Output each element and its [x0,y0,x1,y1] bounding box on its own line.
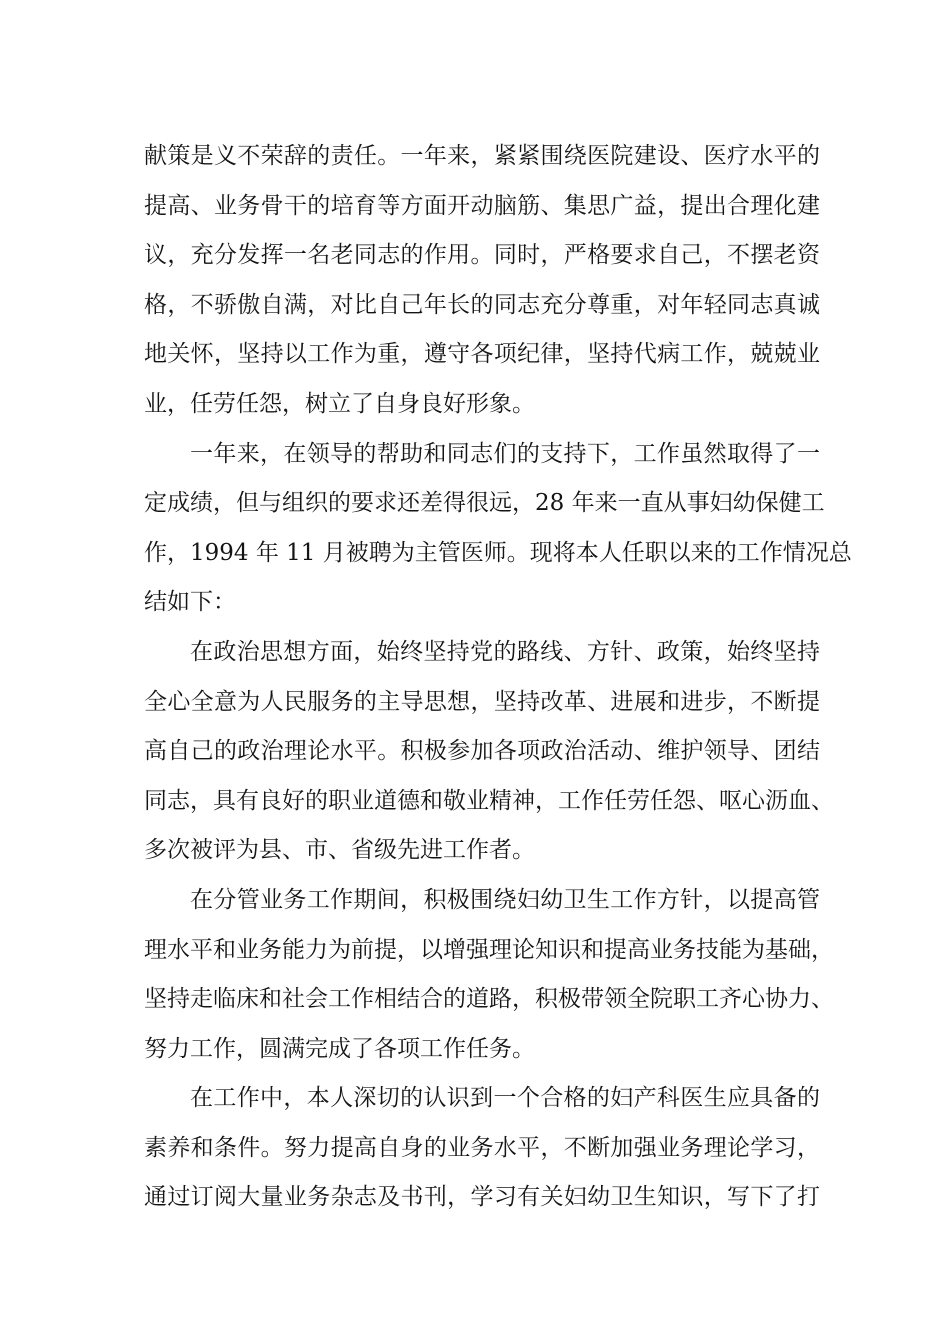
text-line: 献策是义不荣辞的责任。一年来，紧紧围绕医院建设、医疗水平的 [144,143,820,169]
text-line: 地关怀，坚持以工作为重，遵守各项纪律，坚持代病工作，兢兢业 [144,341,820,368]
text-line: 格，不骄傲自满，对比自己年长的同志充分尊重，对年轻同志真诚 [144,291,820,318]
text-line: 定成绩，但与组织的要求还差得很远，28 年来一直从事妇幼保健工 [144,490,825,517]
text-line: 通过订阅大量业务杂志及书刊，学习有关妇幼卫生知识，写下了打 [144,1184,820,1211]
text-line: 全心全意为人民服务的主导思想，坚持改革、进展和进步，不断提 [144,688,820,715]
text-line: 作，1994 年 11 月被聘为主管医师。现将本人任职以来的工作情况总 [144,539,852,566]
text-line: 提高、业务骨干的培育等方面开动脑筋、集思广益，提出合理化建 [144,192,820,219]
text-line: 业，任劳任怨，树立了自身良好形象。 [144,390,535,417]
text-line: 理水平和业务能力为前提，以增强理论知识和提高业务技能为基础， [144,936,834,963]
text-line: 在分管业务工作期间，积极围绕妇幼卫生工作方针，以提高管 [190,886,820,913]
document-body-text [144,132,852,1223]
text-line: 努力工作，圆满完成了各项工作任务。 [144,1035,535,1062]
text-line: 坚持走临床和社会工作相结合的道路，积极带领全院职工齐心协力、 [144,986,834,1013]
text-line: 在政治思想方面，始终坚持党的路线、方针、政策，始终坚持 [190,638,820,665]
text-line: 素养和条件。努力提高自身的业务水平，不断加强业务理论学习， [144,1134,820,1161]
text-line: 一年来，在领导的帮助和同志们的支持下，工作虽然取得了一 [190,440,820,467]
text-line: 同志，具有良好的职业道德和敬业精神，工作任劳任怨、呕心沥血、 [144,787,834,814]
text-line: 议，充分发挥一名老同志的作用。同时，严格要求自己，不摆老资 [144,242,820,269]
text-line: 多次被评为县、市、省级先进工作者。 [144,837,535,864]
text-line: 高自己的政治理论水平。积极参加各项政治活动、维护领导、团结 [144,738,820,765]
text-line: 在工作中，本人深切的认识到一个合格的妇产科医生应具备的 [190,1085,820,1112]
text-line: 结如下： [144,589,236,616]
